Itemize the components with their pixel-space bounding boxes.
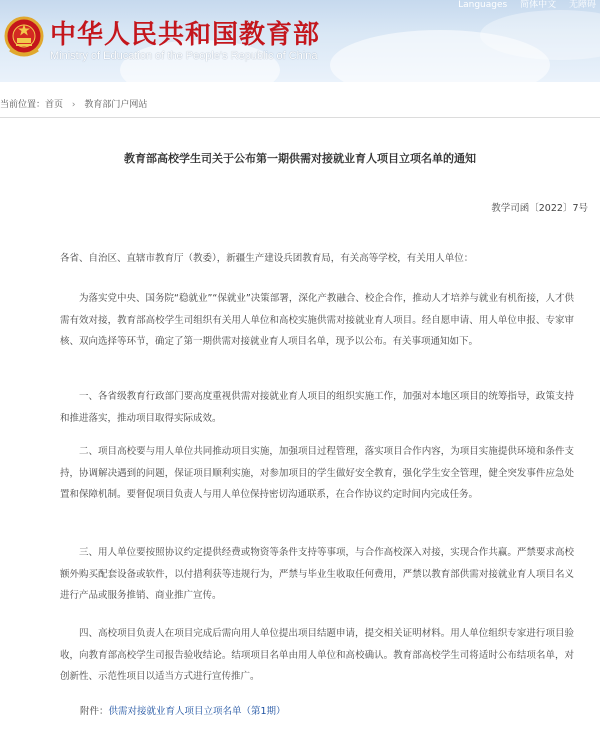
breadcrumb [0,97,600,115]
site-title[interactable]: 中华人民共和国教育部 [50,20,321,50]
document-number: 教学司函〔2022〕7号 [491,203,588,214]
paragraph-2: 二、项目高校要与用人单位共同推动项目实施，加强项目过程管理，落实项目合作内容，为项目实施提供环境和条件支持，协调解决遇到的问题，保证项目顺利实施，对参加项目的学生做好安全教育，强化学生安全管理，健全突发事件应急处置和保障机制。要督促项目负责人与用人单位保持密切沟通联系，在合作协议约定时间内完成任务。 [60,446,574,500]
languages-link[interactable]: Languages [458,0,508,10]
attachment-label: 附件： [80,706,109,717]
breadcrumb-home-link[interactable]: 当前位置：首页 [0,100,64,110]
breadcrumb-portal-link[interactable]: 教育部门户网站 [84,100,148,110]
breadcrumb-divider [0,117,600,118]
article-title: 教育部高校学生司关于公布第一期供需对接就业育人项目立项名单的通知 [124,152,476,165]
paragraph-1: 一、各省级教育行政部门要高度重视供需对接就业育人项目的组织实施工作，加强对本地区项目的统筹指导，政策支持和推进落实，推动项目取得实际成效。 [60,391,574,424]
paragraph-3: 三、用人单位要按照协议约定提供经费或物资等条件支持等事项，与合作高校深入对接，实现合作共赢。严禁要求高校额外购买配套设备或软件，以付措利获等违规行为，严禁与毕业生收取任何费用，严禁以教育部供需对接就业育人项目名义进行产品或服务推销、商业推广宣传。 [60,547,574,601]
site-subtitle: Ministry of Education of the People's Republic of China [50,50,318,62]
site-header [0,0,600,82]
national-emblem-icon[interactable] [4,14,44,60]
paragraph-4: 四、高校项目负责人在项目完成后需向用人单位提出项目结题申请，提交相关证明材料。用人单位组织专家进行项目验收，向教育部高校学生司报告验收结论。结项项目名单由用人单位和高校确认。教育部高校学生司将适时公布结项名单，对创新性、示范性项目以适当方式进行宣传推广。 [60,628,574,682]
simplified-chinese-link[interactable]: 简体中文 [520,0,557,10]
top-links [448,0,596,10]
chevron-right-icon: › [71,100,76,110]
accessibility-link[interactable]: 无障碍 [568,0,596,10]
attachment [80,702,286,722]
salutation: 各省、自治区、直辖市教育厅（教委），新疆生产建设兵团教育局，有关高等学校，有关用人单位： [60,253,474,264]
paragraph-intro: 为落实党中央、国务院“稳就业”“保就业”决策部署，深化产教融合、校企合作，推动人才培养与就业有机衔接，人才供需有效对接，教育部高校学生司组织有关用人单位和高校实施供需对接就业育人项目。经自愿申请、用人单位申报、专家审核、双向选择等环节，确定了第一期供需对接就业育人项目名单，现予以公布。有关事项通知如下。 [60,293,574,347]
attachment-link[interactable]: 供需对接就业育人项目立项名单（第1期） [108,706,286,717]
